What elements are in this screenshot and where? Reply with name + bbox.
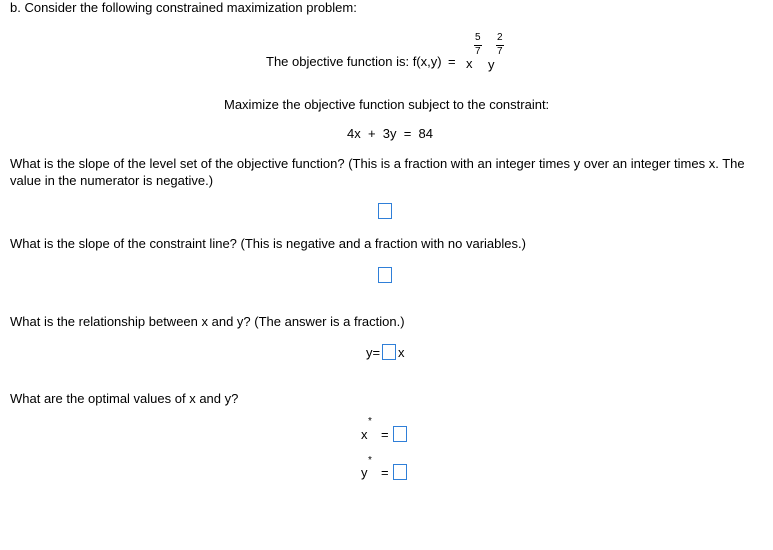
question-constraint-slope: What is the slope of the constraint line? (This is negative and a fraction with no variables.) [10,236,526,251]
x-star-superscript: * [368,416,372,427]
constraint-slope-input[interactable] [378,267,392,283]
question-optimal-values: What are the optimal values of x and y? [10,391,239,406]
exponent-y-denominator: 7 [497,46,503,57]
y-star-equals: = [381,465,389,480]
problem-title: b. Consider the following constrained maximization problem: [10,0,357,15]
objective-base-y: y [488,57,495,72]
objective-base-x: x [466,56,473,71]
y-star-variable: y [361,465,368,480]
x-star-equals: = [381,427,389,442]
objective-label: The objective function is: f(x,y) [266,54,442,69]
constraint-intro: Maximize the objective function subject to the constraint: [224,97,550,112]
relationship-fraction-input[interactable] [382,344,396,360]
relation-prefix: y= [366,345,381,360]
y-star-superscript: * [368,455,372,466]
exponent-x-denominator: 7 [475,46,481,57]
x-star-variable: x [361,427,368,442]
question-xy-relationship: What is the relationship between x and y? (The answer is a fraction.) [10,314,405,329]
y-optimal-input[interactable] [393,464,407,480]
question-level-set-slope: What is the slope of the level set of the objective function? (This is a fraction with an integer times y over an integer times x. The value in the numerator is negative.) [10,156,745,188]
relation-suffix: x [398,345,405,360]
objective-equals: = [448,54,456,69]
exponent-x-numerator: 5 [475,32,481,43]
level-set-slope-input[interactable] [378,203,392,219]
exponent-y-numerator: 2 [497,32,503,43]
constraint-equation: 4x + 3y = 84 [347,126,433,141]
x-optimal-input[interactable] [393,426,407,442]
